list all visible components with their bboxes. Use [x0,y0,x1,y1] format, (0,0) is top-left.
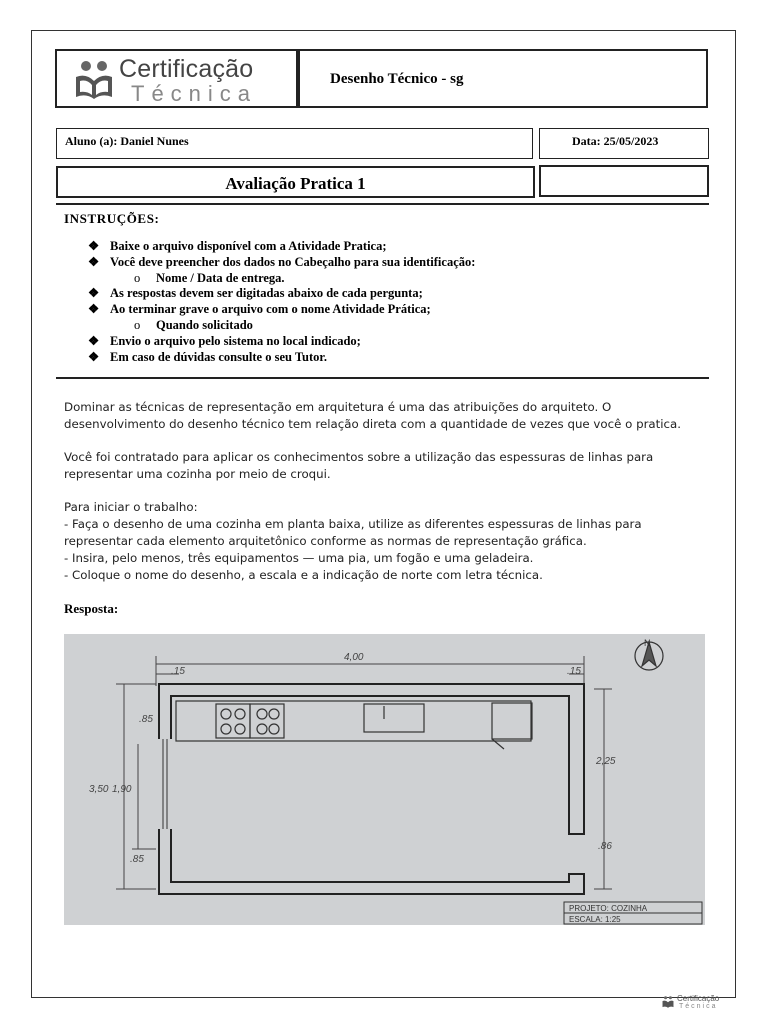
instruction-text: Quando solicitado [156,317,253,332]
instruction-text: Baixe o arquivo disponível com a Atividade Pratica; [110,239,387,253]
student-field [56,128,533,159]
dimension-right-small: .86 [598,841,612,852]
instruction-item [88,350,475,366]
text-line: - Insira, pelo menos, três equipamentos — uma pia, um fogão e uma geladeira. [64,551,534,565]
diamond-bullet-icon: ❖ [88,286,100,301]
diamond-bullet-icon: ❖ [88,239,100,253]
text-line: Você foi contratado para aplicar os conhecimentos sobre a utilização das espessuras de linhas para [64,450,654,464]
instruction-text: Envio o arquivo pelo sistema no local indicado; [110,333,361,348]
instruction-item [88,255,475,271]
answer-label: Resposta: [64,601,119,616]
dimension-left-inner: 1,90 [112,784,132,795]
paragraph-tasks [64,499,714,584]
evaluation-title-box [56,166,535,198]
instruction-text: Você deve preencher dos dados no Cabeçalho para sua identificação: [110,254,476,269]
dimension-left-bottom: .85 [130,854,144,865]
logo-text-primary: Certificação [119,55,254,83]
date-field [539,128,709,159]
dimension-right: 2,25 [596,756,616,767]
diamond-bullet-icon: ❖ [88,254,100,269]
divider [56,377,709,379]
footer-logo-text-primary: Certificação [677,994,720,1003]
text-line: Para iniciar o trabalho: [64,500,198,514]
instruction-subitem [88,318,475,334]
date-label: Data: 25/05/2023 [572,134,659,148]
text-line: Dominar as técnicas de representação em arquitetura é uma das atribuições do arquiteto. O [64,400,612,414]
logo-icon [71,57,117,103]
instructions-list [88,239,475,365]
instruction-text: Ao terminar grave o arquivo com o nome Atividade Prática; [110,302,431,317]
diamond-bullet-icon: ❖ [88,333,100,348]
north-label: N [644,638,651,648]
instructions-title: INSTRUÇÕES: [64,211,160,226]
text-line: representar uma cozinha por meio de croqui. [64,467,331,481]
footer-logo-text-secondary: Técnica [679,1003,718,1010]
instruction-item [88,239,475,255]
instruction-item [88,302,475,318]
evaluation-title: Avaliação Pratica 1 [225,174,366,193]
instruction-text: As respostas devem ser digitadas abaixo de cada pergunta; [110,286,423,301]
dimension-top-right: .15 [567,666,581,677]
diamond-bullet-icon: ❖ [88,349,100,364]
grade-box [539,165,709,197]
circle-bullet-icon: o [134,317,141,332]
dimension-top-left: .15 [171,666,185,677]
dimension-left-top: .85 [139,714,153,725]
instruction-item [88,334,475,350]
course-title: Desenho Técnico - sg [330,71,464,87]
instruction-subitem [88,271,475,287]
diamond-bullet-icon: ❖ [88,302,100,317]
footer-logo-icon [661,994,675,1010]
dimension-left-total: 3,50 [89,784,109,795]
stamp-scale: ESCALA: 1:25 [569,915,621,924]
kitchen-floor-plan-sketch [64,634,705,925]
text-line: - Coloque o nome do desenho, a escala e a indicação de norte com letra técnica. [64,568,543,582]
paragraph-intro [64,399,714,433]
footer-logo [661,994,741,1016]
circle-bullet-icon: o [134,270,141,285]
course-title-box [298,49,708,108]
text-line: - Faça o desenho de uma cozinha em planta baixa, utilize as diferentes espessuras de linhas para [64,517,642,531]
text-line: desenvolvimento do desenho técnico tem relação direta com a quantidade de vezes que você o pratica. [64,417,682,431]
student-label: Aluno (a): Daniel Nunes [65,134,189,148]
dimension-top: 4,00 [344,652,364,663]
instruction-text: Em caso de dúvidas consulte o seu Tutor. [110,349,327,364]
logo-box [55,49,298,108]
paragraph-context [64,449,714,483]
instruction-item [88,286,475,302]
instruction-text: Nome / Data de entrega. [156,270,285,285]
logo-text-secondary: Técnica [131,81,258,106]
text-line: representar cada elemento arquitetônico conforme as normas de representação gráfica. [64,534,587,548]
stamp-project: PROJETO: COZINHA [569,904,648,913]
divider [56,203,709,205]
